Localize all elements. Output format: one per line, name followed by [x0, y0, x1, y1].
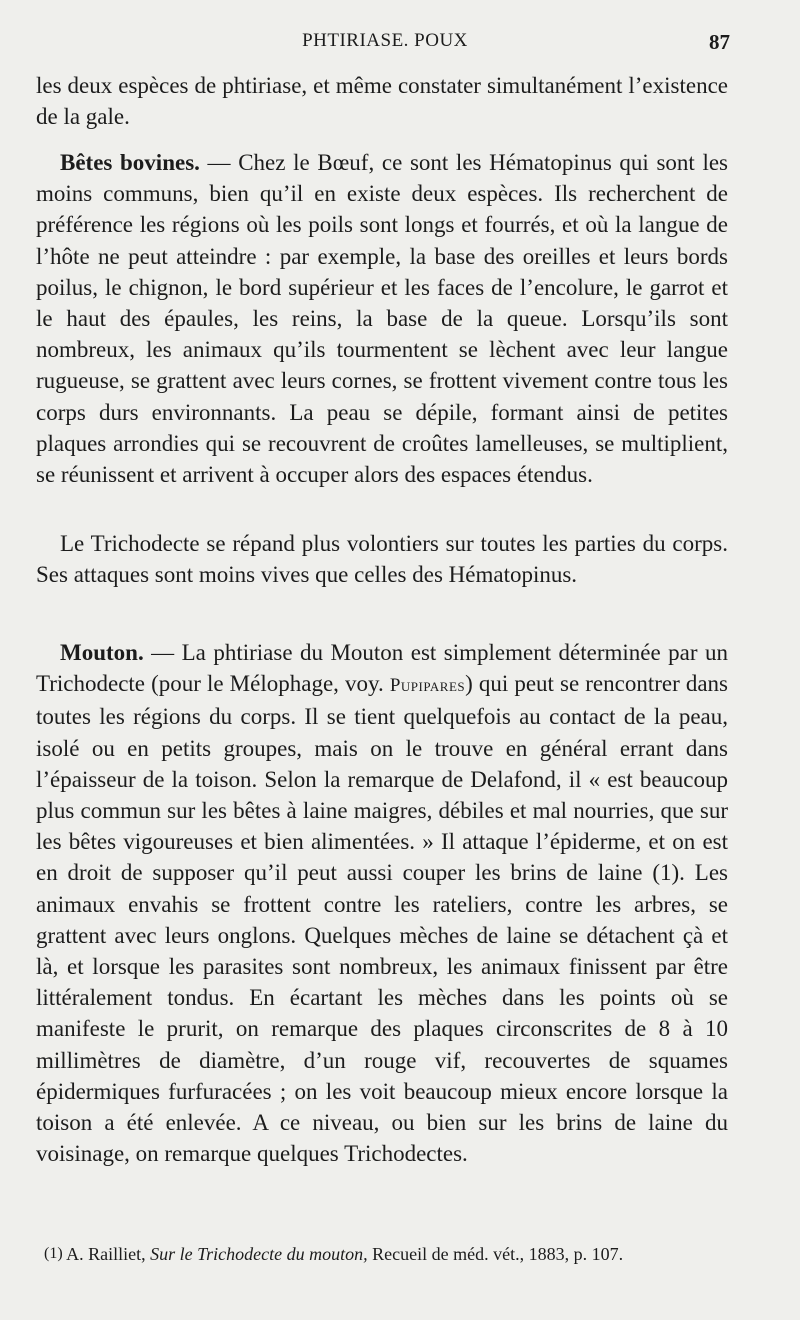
paragraph-mouton: [36, 637, 728, 1169]
footnote-source: Recueil de méd. vét., 1883, p. 107.: [367, 1244, 624, 1264]
paragraph-text: — Chez le Bœuf, ce sont les Hématopinus qui sont les moins communs, bien qu’il en existe deux espèces. Ils recherchent de préférence les régions où les poils sont longs et fourrés, et où la langue de l’hôte ne peut atteindre : par exemple, la base des oreilles et leurs bords poilus, le chignon, le bord supérieur et les faces de l’encolure, le garrot et le haut des épaules, les reins, la base de la queue. Lorsqu’ils sont nombreux, les animaux qu’ils tourmentent se lèchent avec leur langue rugueuse, se grattent avec leurs cornes, se frottent vivement contre tous les corps durs environnants. La peau se dépile, formant ainsi de petites plaques arrondies qui se recouvrent de croûtes lamelleuses, se multiplient, se réunissent et arrivent à occuper alors des espaces étendus.: [36, 150, 729, 488]
paragraph-text: — La phtiriase du Mouton est simplement déterminée par un Trichodecte (pour le Mélophage, voy.: [36, 640, 728, 697]
page-number: 87: [709, 30, 730, 54]
paragraph-text: ) qui peut se rencontrer dans toutes les régions du corps. Il se tient quelquefois au contact de la peau, isolé ou en petits groupes, mais on le trouve en général errant dans l’épaisseur de la toison. Selon la remarque de Delafond, il « est beaucoup plus commun sur les bêtes à laine maigres, débiles et mal nourries, que sur les bêtes vigoureuses et bien alimentées. » Il attaque l’épiderme, et on est en droit de supposer qu’il peut aussi couper les brins de laine (1). Les animaux envahis se frottent contre les rateliers, contre les arbres, se grattent avec leurs onglons. Quelques mèches de laine se détachent çà et là, et lorsque les parasites sont nombreux, les animaux finissent par être littéralement tondus. En écartant les mèches dans les points où se manifeste le prurit, on remarque des plaques circonscrites de 8 à 10 millimètres de diamètre, d’un rouge vif, recouvertes de squames épidermiques furfuracées ; on les voit beaucoup mieux encore lorsque la toison a été enlevée. A ce niveau, ou bien sur les brins de laine du voisinage, on remarque quelques Trichodectes.: [36, 671, 728, 1167]
running-title: PHTIRIASE. POUX: [302, 30, 468, 51]
cross-reference: Pupipares: [389, 675, 466, 697]
paragraph-continuation: [36, 70, 728, 132]
footnote-title: Sur le Trichodecte du mouton,: [150, 1244, 368, 1264]
footnote-mark: (1): [44, 1245, 63, 1262]
footnote-author: A. Railliet,: [62, 1244, 151, 1264]
section-heading-mouton: Mouton.: [60, 640, 144, 665]
paragraph-text: les deux espèces de phtiriase, et même constater simultanément l’existence de la gale.: [36, 73, 728, 130]
paragraph-trichodecte: [36, 528, 728, 590]
footnote: [44, 1240, 728, 1268]
page-header: [40, 30, 730, 60]
paragraph-text: Le Trichodecte se répand plus volontiers sur toutes les parties du corps. Ses attaques sont moins vives que celles des Hématopinus.: [36, 531, 728, 588]
paragraph-betes-bovines: [36, 147, 728, 490]
section-heading-betes-bovines: Bêtes bovines.: [60, 150, 200, 175]
